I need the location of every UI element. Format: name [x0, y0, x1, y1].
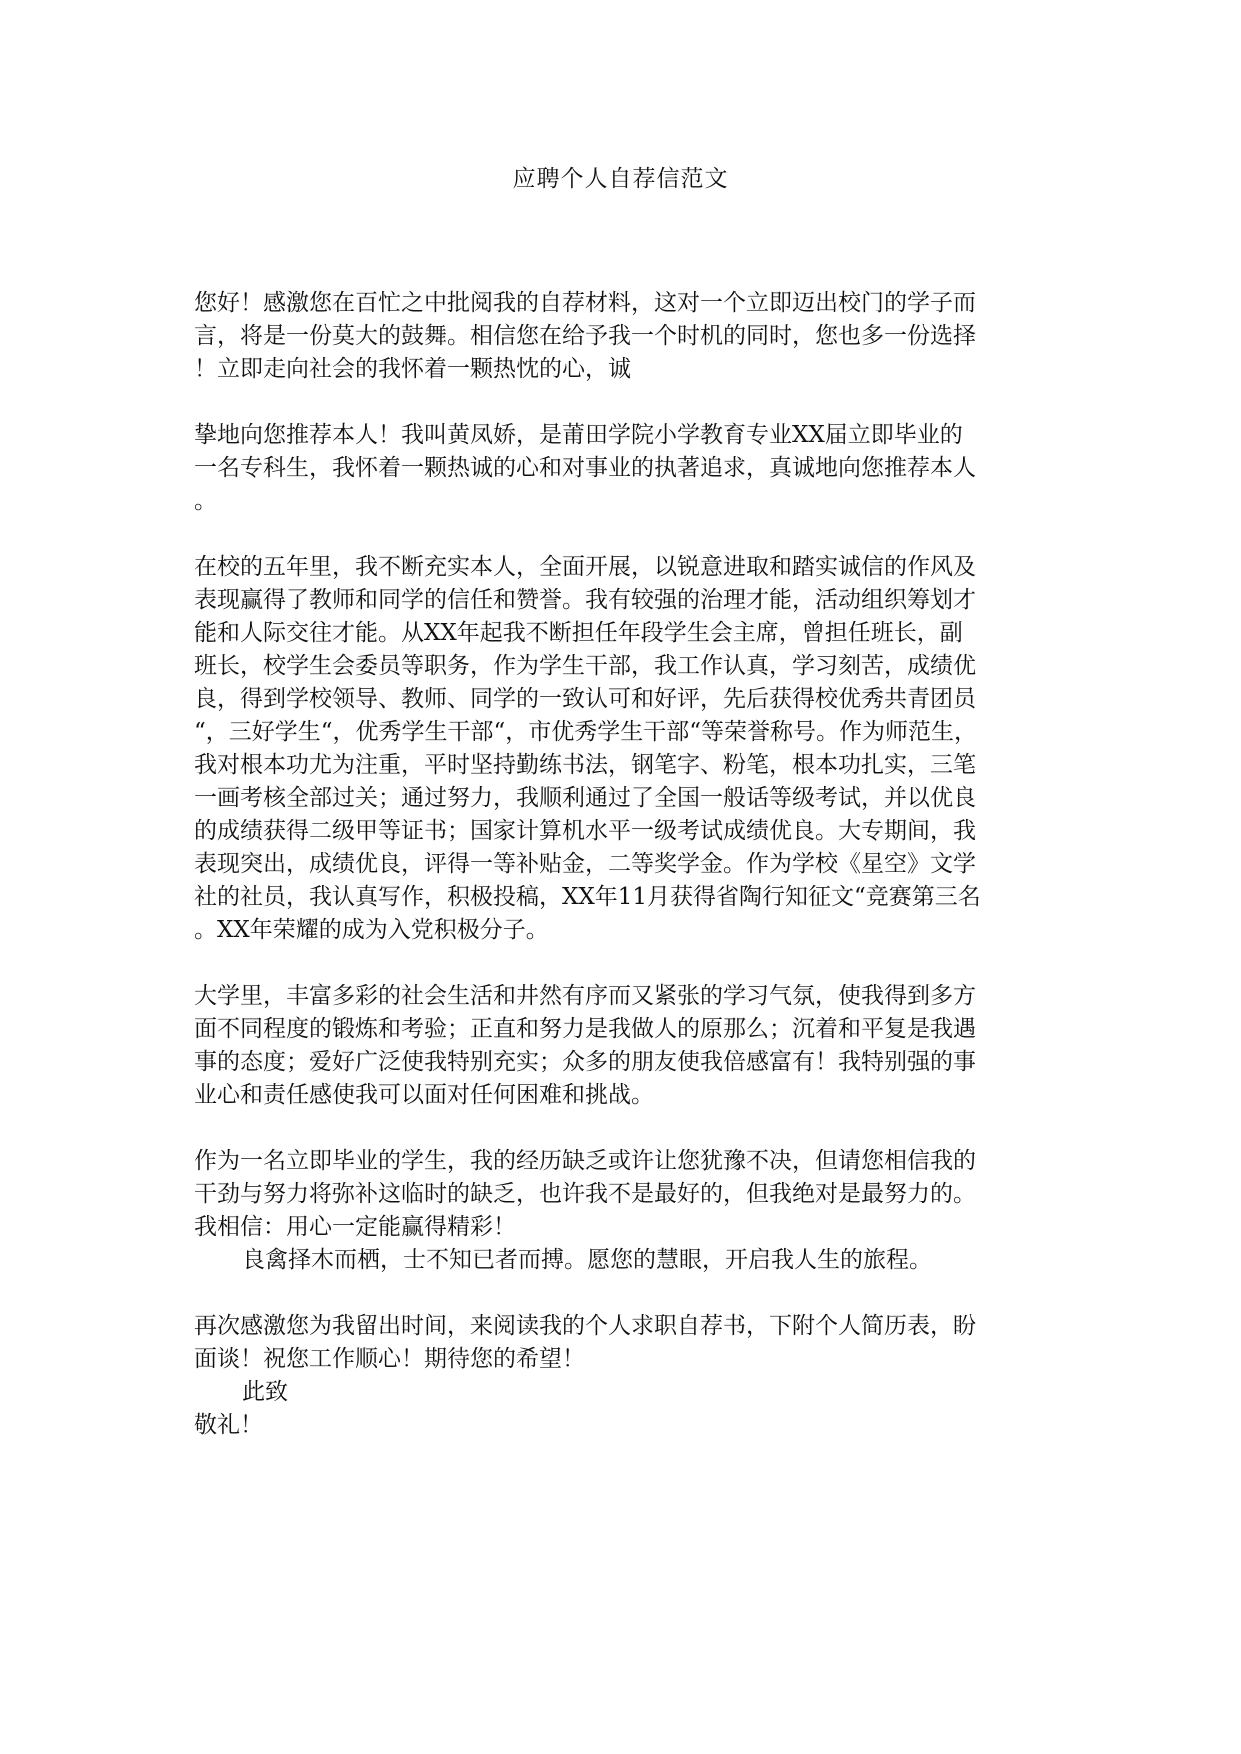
paragraph-line: 面不同程度的锻炼和考验；正直和努力是我做人的原那么；沉着和平复是我遇 — [194, 1016, 976, 1042]
paragraph-line: 一名专科生，我怀着一颗热诚的心和对事业的执著追求，真诚地向您推荐本人 — [194, 455, 976, 481]
paragraph-spacer — [194, 386, 1054, 419]
paragraph-spacer — [194, 518, 1054, 551]
paragraph-line: 一画考核全部过关；通过努力，我顺利通过了全国一般话等级考试，并以优良 — [194, 785, 976, 811]
paragraph-line: 。XX年荣耀的成为入党积极分子。 — [194, 917, 549, 943]
paragraph-line: 作为一名立即毕业的学生，我的经历缺乏或许让您犹豫不决，但请您相信我的 — [194, 1148, 976, 1174]
paragraph-line: 业心和责任感使我可以面对任何困难和挑战。 — [194, 1082, 654, 1108]
paragraph-line: 我相信：用心一定能赢得精彩！ — [194, 1214, 516, 1240]
paragraph-line: 班长，校学生会委员等职务，作为学生干部，我工作认真，学习刻苦，成绩优 — [194, 653, 976, 679]
indented-line: 良禽择木而栖，士不知已者而搏。愿您的慧眼，开启我人生的旅程。 — [242, 1247, 932, 1273]
paragraph-line: 在校的五年里，我不断充实本人，全面开展，以锐意进取和踏实诚信的作风及 — [194, 554, 976, 580]
salutation-line: 此致 — [242, 1379, 288, 1405]
paragraph-commitment — [194, 1145, 1054, 1277]
paragraph-line: ！立即走向社会的我怀着一颗热忱的心，诚 — [194, 356, 631, 382]
paragraph-line: 良，得到学校领导、教师、同学的一致认可和好评，先后获得校优秀共青团员 — [194, 686, 976, 712]
paragraph-spacer — [194, 1112, 1054, 1145]
paragraph-spacer — [194, 947, 1054, 980]
paragraph-line: 社的社员，我认真写作，积极投稿，XX年11月获得省陶行知征文“竞赛第三名 — [194, 884, 981, 910]
paragraph-introduction — [194, 419, 1054, 518]
paragraph-line: 的成绩获得二级甲等证书；国家计算机水平一级考试成绩优良。大专期间，我 — [194, 818, 976, 844]
paragraph-line: 挚地向您推荐本人！我叫黄凤娇，是莆田学院小学教育专业XX届立即毕业的 — [194, 422, 963, 448]
paragraph-line: 再次感激您为我留出时间，来阅读我的个人求职自荐书，下附个人简历表，盼 — [194, 1313, 976, 1339]
paragraph-line: 您好！感激您在百忙之中批阅我的自荐材料，这对一个立即迈出校门的学子而 — [194, 290, 976, 316]
paragraph-line: 干劲与努力将弥补这临时的缺乏，也许我不是最好的，但我绝对是最努力的。 — [194, 1181, 976, 1207]
letter-body — [194, 287, 1054, 1442]
salutation-line: 敬礼！ — [194, 1412, 263, 1438]
paragraph-line: 事的态度；爱好广泛使我特别充实；众多的朋友使我倍感富有！我特别强的事 — [194, 1049, 976, 1075]
paragraph-line: 面谈！祝您工作顺心！期待您的希望！ — [194, 1346, 585, 1372]
paragraph-line: 言，将是一份莫大的鼓舞。相信您在给予我一个时机的同时，您也多一份选择 — [194, 323, 976, 349]
paragraph-university-life — [194, 980, 1054, 1112]
paragraph-closing — [194, 1310, 1054, 1442]
paragraph-line: 表现赢得了教师和同学的信任和赞誉。我有较强的治理才能，活动组织筹划才 — [194, 587, 976, 613]
paragraph-line: 。 — [194, 488, 217, 514]
paragraph-spacer — [194, 1277, 1054, 1310]
document-title: 应聘个人自荐信范文 — [512, 166, 729, 192]
paragraph-line: 表现突出，成绩优良，评得一等补贴金，二等奖学金。作为学校《星空》文学 — [194, 851, 976, 877]
paragraph-line: “，三好学生“，优秀学生干部“，市优秀学生干部“等荣誉称号。作为师范生， — [194, 719, 978, 745]
paragraph-school-experience — [194, 551, 1054, 947]
paragraph-line: 能和人际交往才能。从XX年起我不断担任年段学生会主席，曾担任班长，副 — [194, 620, 963, 646]
paragraph-line: 大学里，丰富多彩的社会生活和井然有序而又紧张的学习气氛，使我得到多方 — [194, 983, 976, 1009]
paragraph-line: 我对根本功尤为注重，平时坚持勤练书法，钢笔字、粉笔，根本功扎实，三笔 — [194, 752, 976, 778]
paragraph-greeting — [194, 287, 1054, 386]
